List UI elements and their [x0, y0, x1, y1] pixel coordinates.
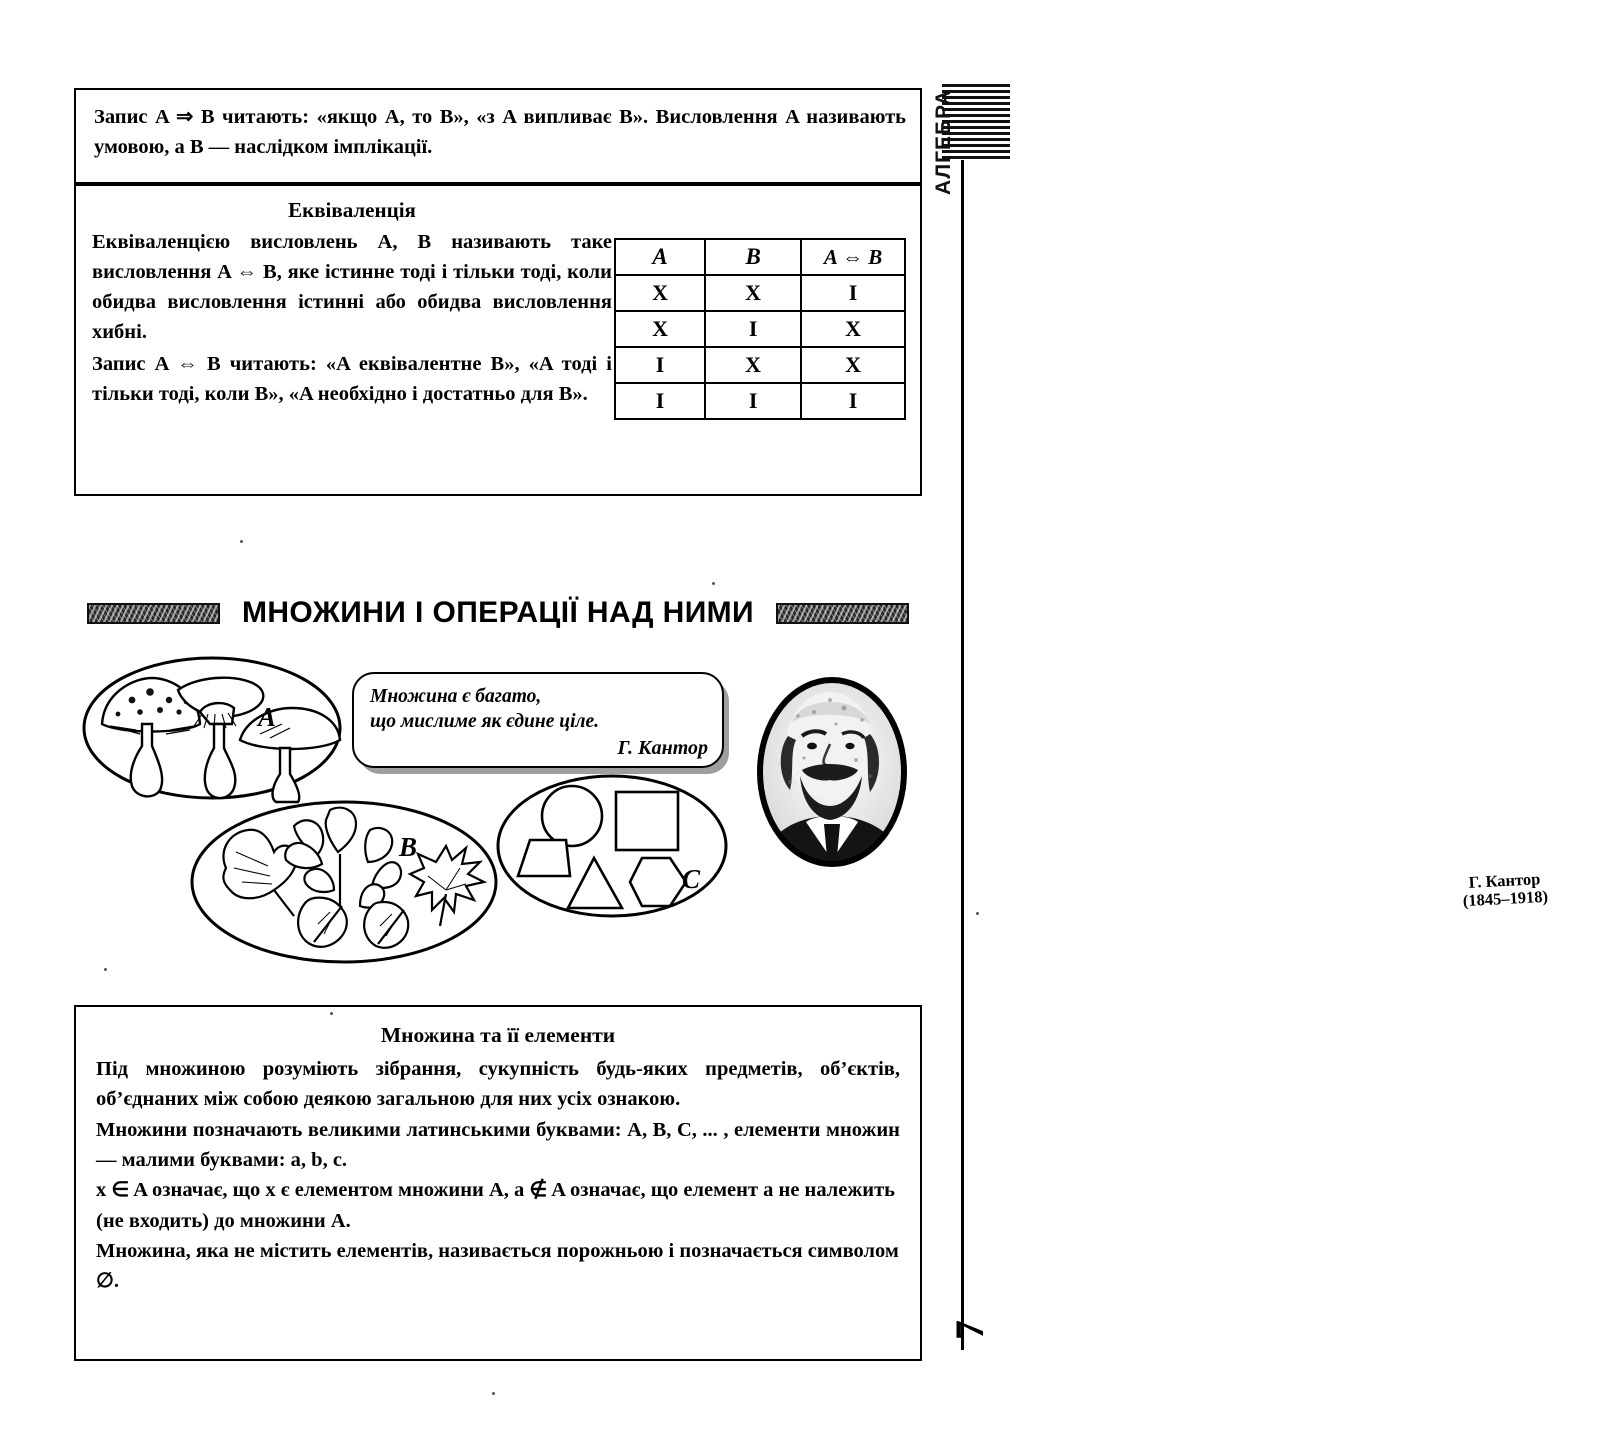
- table-cell: Х: [705, 275, 801, 311]
- portrait-caption-name: Г. Кантор: [1468, 869, 1541, 892]
- cantor-quote-box: [352, 672, 724, 768]
- sets-illustration: [74, 650, 1549, 980]
- scan-speck: [492, 1392, 495, 1395]
- decorative-bar-left-icon: [87, 603, 220, 624]
- set-definition-paragraph-3: x ∈ A означає, що x є елементом множини A, a ∉ A означає, що елемент a не належить (не входить) до множини A.: [96, 1179, 895, 1232]
- table-cell: І: [801, 383, 905, 419]
- equivalence-paragraph-1: Еквіваленцією висловлень A, B називають таке висловлення A ⇔ B, яке істинне тоді і тільки тоді, коли обидва висловлення істинні або обидва висловлення хибні.: [92, 231, 612, 343]
- sidebar-subject-label: АЛГЕБРА: [932, 89, 955, 195]
- implication-box: [74, 88, 922, 184]
- table-row: [615, 275, 905, 311]
- decorative-bar-right-icon: [776, 603, 909, 624]
- table-cell: Х: [801, 347, 905, 383]
- table-row: [615, 383, 905, 419]
- implication-text: Запис A ⇒ B читають: «якщо A, то B», «з A випливає B». Висловлення A називають умовою, а B — наслідком імплікації.: [94, 106, 906, 159]
- table-cell: І: [801, 275, 905, 311]
- portrait-caption: [1411, 867, 1599, 914]
- page-number: 7: [947, 1320, 992, 1340]
- quote-author: Г. Кантор: [617, 736, 708, 759]
- equivalence-box: [74, 184, 922, 496]
- scan-speck: [976, 912, 979, 915]
- table-cell: І: [615, 347, 705, 383]
- section-heading: [74, 592, 922, 634]
- table-cell: Х: [615, 311, 705, 347]
- scan-speck: [240, 540, 243, 543]
- set-label-a: A: [258, 702, 277, 732]
- table-header-row: [615, 239, 905, 275]
- sidebar-vertical-rule: [961, 160, 964, 1350]
- scan-speck: [330, 1012, 333, 1015]
- table-cell: Х: [801, 311, 905, 347]
- scan-speck: [104, 968, 107, 971]
- equivalence-paragraph-2: Запис A ⇔ B читають: «A еквівалентне B», «A тоді і тільки тоді, коли B», «A необхідно і достатньо для B».: [92, 352, 612, 405]
- table-cell: Х: [705, 347, 801, 383]
- set-label-c: C: [682, 864, 701, 894]
- scan-speck: [712, 582, 715, 585]
- set-b-diagram: [174, 790, 504, 970]
- set-definition-heading: Множина та її елементи: [380, 1023, 616, 1047]
- set-definition-paragraph-2: Множини позначають великими латинськими буквами: A, B, C, ... , елементи множин — малими буквами: a, b, c.: [96, 1118, 900, 1171]
- set-definition-box: [74, 1005, 922, 1361]
- quote-line-1: Множина є багато,: [370, 686, 542, 707]
- shape-square-icon: [616, 792, 678, 850]
- table-cell: І: [705, 383, 801, 419]
- table-cell: Х: [615, 275, 705, 311]
- shape-circle-icon: [542, 786, 602, 846]
- section-title: МНОЖИНИ І ОПЕРАЦІЇ НАД НИМИ: [241, 596, 755, 629]
- table-row: [615, 311, 905, 347]
- table-header-cell: A: [615, 239, 705, 275]
- table-cell: І: [615, 383, 705, 419]
- set-definition-paragraph-4: Множина, яка не містить елементів, називається порожньою і позначається символом ∅.: [96, 1239, 899, 1293]
- table-row: [615, 347, 905, 383]
- table-header-cell: B: [705, 239, 801, 275]
- portrait-image: [744, 672, 924, 882]
- set-c-diagram: [494, 768, 734, 928]
- portrait-caption-years: (1845–1918): [1462, 887, 1549, 911]
- equivalence-heading: Еквіваленція: [288, 198, 416, 222]
- quote-line-2: що мислиме як єдине ціле.: [370, 711, 600, 733]
- table-cell: І: [705, 311, 801, 347]
- equivalence-truth-table: [614, 238, 906, 420]
- set-label-b: B: [399, 832, 418, 862]
- table-header-cell: A ⇔ B: [801, 239, 905, 275]
- set-definition-paragraph-1: Під множиною розуміють зібрання, сукупність будь-яких предметів, об’єктів, об’єднаних між собою деякою загальною для них усіх ознакою.: [96, 1058, 900, 1111]
- cantor-portrait: [744, 672, 1549, 911]
- equivalence-text-column: [92, 198, 612, 410]
